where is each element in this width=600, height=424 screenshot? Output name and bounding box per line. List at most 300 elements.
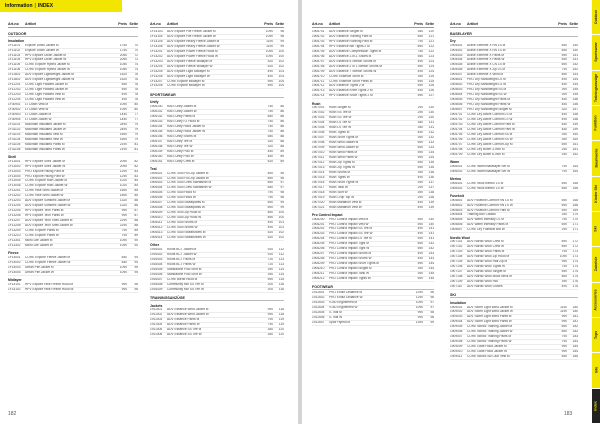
page-ref: 125 [428,79,434,83]
article-name: RAIS Unify Shorts M [167,134,197,138]
art-number: 1905405 [450,63,463,67]
price: 690 [561,223,567,227]
page-ref: 74 [134,63,138,67]
article-name: CORE Soul Hood M [167,191,196,195]
column-header-price: Preis [414,22,423,26]
price: 990 [417,311,423,315]
price: 390 [417,74,423,78]
page-number-left: 182 [8,411,17,417]
art-number: 1F13302 [8,243,21,247]
page-ref: 180 [572,310,578,314]
subsection-title: Teal [150,166,157,171]
chapter-tab[interactable] [592,106,600,141]
subsection-title: Midlayer [8,278,22,283]
art-number: 1907020 [312,200,325,204]
page-ref: 131 [428,126,434,130]
price: 890 [267,171,273,175]
art-number: 1909003 [450,315,463,319]
chapter-tab[interactable] [592,353,600,388]
article-name: Rush LS Tee M [329,121,351,125]
price: 690 [417,141,423,145]
page-ref: 140 [428,222,434,226]
price: 2490 [119,127,127,131]
index-row [450,355,578,360]
art-number: 1905704 [450,127,463,131]
page-ref: 116 [278,282,284,286]
art-number: 1906713 [312,89,325,93]
price: 890 [267,176,273,180]
page-ref: 80 [134,107,138,111]
page-ref: 77 [134,117,138,121]
price: 590 [417,165,423,169]
art-number: 1909010 [450,350,463,354]
art-number: 1906146 [150,134,163,138]
article-name: CORE Soul Zip Hood W [167,216,202,220]
page-ref: 164 [572,169,578,173]
article-name: CORE Soul Crew Sweatshirt M [167,181,212,185]
article-name: Explore Down Jacket M [25,43,59,47]
article-name: CORE Explore Fleece Jacket M [25,255,70,259]
art-number: 1F31104 [8,137,21,141]
article-name: Rush Singlet M [329,106,351,110]
chapter-tab[interactable] [592,283,600,318]
price: 590 [561,208,567,212]
chapter-tab[interactable] [592,71,600,106]
price: 490 [561,78,567,82]
art-number: 1905807 [450,228,463,232]
art-number: 1F11801 [8,73,21,77]
page-ref: 184 [572,345,578,349]
art-number: 1F13003 [8,169,21,173]
page-ref: 103 [278,74,284,78]
art-number: 1916407 [150,277,163,281]
section-title: FOOTWEAR [312,285,434,290]
index-row [8,148,138,153]
art-number: 1907009 [312,146,325,150]
article-name: CORE Soul Sweatpants W [167,206,205,210]
price: 590 [417,217,423,221]
art-number: 1905605 [450,98,463,102]
art-number: 1907017 [312,185,325,189]
art-number: 1F13006 [8,184,21,188]
price: 790 [121,229,127,232]
art-number: 1F13203 [8,199,21,203]
page-ref: 144 [428,262,434,266]
price: 1050 [119,68,127,72]
page-ref: 138 [428,195,434,199]
article-name: PRO Control Impact Tank W [329,272,369,276]
page-ref: 86 [134,199,138,203]
article-name: V150 Engineered W [329,306,358,310]
art-number: 1F13208 [8,224,21,228]
chapter-tab[interactable] [592,212,600,247]
page-ref: 114 [278,267,284,271]
price: 490 [417,227,423,231]
price: 1090 [265,30,273,33]
art-number: 1907005 [312,126,325,130]
price: 1090 [119,270,127,274]
price: 390 [561,88,567,92]
article-name: Rush Wind Pants W [329,155,358,159]
chapter-tab[interactable] [592,318,600,353]
art-number: 1916405 [150,267,163,271]
art-number: 1906142 [150,114,163,118]
art-number: 1909011 [450,355,463,359]
art-number: 1906148 [150,144,163,148]
art-number: 1F14105 [150,39,163,43]
page-ref: 100 [278,211,284,215]
article-name: LT Down Jacket M [25,112,52,116]
page-ref: 141 [428,227,434,231]
art-number: 1911004 [150,323,163,327]
price: 2290 [119,224,127,228]
art-number: 1906207 [312,252,325,256]
price: 490 [561,284,567,288]
page-ref: 96 [134,287,138,291]
page-ref: 120 [278,327,284,331]
art-number: 1F12204 [8,98,21,102]
page-ref: 118 [278,308,284,312]
art-number: 1907014 [312,170,325,174]
index-column-1 [8,22,138,293]
art-number: 1906705 [312,49,325,53]
article-name: CORE Hike Shell Jacket W [25,194,64,198]
price: 200 [267,282,273,286]
page-ref: 122 [428,49,434,53]
article-name: CORE Soul Full Zip Jacket W [167,176,209,180]
page-ref: 157 [572,107,578,111]
price: 290 [417,185,423,189]
header-separator: | [34,3,36,9]
price: 790 [417,39,423,43]
art-number: 1906145 [150,129,163,133]
price: 890 [561,240,567,244]
art-number: 1F11105 [8,63,21,67]
article-name: ADV Explore Softshell Jacket M [25,199,70,203]
page-ref: 101 [278,226,284,230]
art-number: 1907108 [450,275,463,279]
page-ref: 89 [280,149,284,153]
art-number: 1906204 [312,237,325,241]
price: 490 [561,117,567,121]
price: 1090 [559,255,567,259]
art-number: 1906209 [312,262,325,266]
article-name: CORE Glide Hood Jacket W [467,350,508,354]
art-number: 1909002 [450,310,463,314]
section-title: TRAININGSANZÜGE [150,296,284,301]
page-ref: 154 [572,78,578,82]
price: 650 [267,186,273,190]
page-ref: 76 [134,78,138,82]
article-name: CORE Glide Hood Jacket M [467,345,507,349]
price: 690 [561,203,567,207]
price: 1690 [119,137,127,141]
art-number: 1907016 [312,180,325,184]
price: 1090 [415,306,423,310]
art-number: 1906002 [450,169,463,173]
art-number: 1906205 [312,242,325,246]
page-ref: 99 [280,44,284,48]
price: 1440 [119,112,127,116]
article-name: PRO Dry Nanoweight LS M [467,78,506,82]
price: 690 [561,198,567,202]
article-name: RAIS Unify FZ Hood M [167,119,200,123]
price: 890 [561,275,567,279]
chapter-tab-label: Zubehör [594,257,598,272]
article-name: CORE Nordic Ski Club Vest M [467,355,510,359]
art-number: 1905603 [450,88,463,92]
page-ref: 96 [280,176,284,180]
page-ref: 112 [278,252,284,256]
page-ref: 104 [278,84,284,88]
article-name: ADV Essence 7 Stretch Shorts W [329,69,377,73]
page-ref: 123 [428,54,434,58]
article-name: CORE Soul Full Zip Jacket M [167,171,209,175]
article-name: ADV Explore Pile Fleece Jacket M [167,30,216,33]
article-name: Mountain Insulated Vest M [25,132,63,136]
price: 490 [417,257,423,261]
page-ref: 78 [134,83,138,87]
article-name: CORE Explore Midlayer M [167,79,205,83]
price: 520 [267,59,273,63]
price: 390 [267,267,273,271]
subsection-title: Pro Control Impact [312,212,343,217]
price: 690 [121,88,127,92]
art-number: 1906408 [150,206,163,210]
price: 890 [561,245,567,249]
column-header-article: Artikel [467,22,479,26]
art-number: 1909007 [450,335,463,339]
price: 490 [121,93,127,97]
art-number: 1F13004 [8,174,21,178]
article-name: Mountain Insulated Jacket M [25,122,66,126]
price: 450 [561,103,567,107]
price: 750 [417,49,423,53]
art-number: 1F11102 [8,48,21,52]
article-name: RAIS Unify Jacket W [167,109,197,113]
page-ref: 103 [278,69,284,73]
page-header [0,0,122,12]
page-ref: 78 [134,98,138,102]
art-number: 1F12201 [8,83,21,87]
art-number: 1909001 [450,305,463,309]
page-ref: 96 [134,282,138,286]
page-ref: 142 [428,247,434,251]
section-title: SKI [450,293,578,298]
page-ref: 160 [572,137,578,141]
page-ref: 137 [428,185,434,189]
page-ref: 173 [572,250,578,254]
page-ref: 166 [572,181,578,185]
price: 390 [267,272,273,276]
art-number: 1911003 [150,318,163,322]
article-name: PRO Dry Nanoweight SS M [467,88,507,92]
column-header [312,22,434,28]
price: 390 [417,190,423,194]
price: 1190 [560,305,567,309]
article-name: PRO Dry Nanoweight LS W [467,83,507,87]
art-number: 1F13002 [8,164,21,168]
price: 790 [561,218,567,222]
art-number: 1906707 [312,59,325,63]
price: 1020 [119,184,127,188]
art-number: 1907013 [312,165,325,169]
price: 590 [561,270,567,274]
chapter-tab[interactable] [592,0,600,35]
art-number: 1F12202 [8,88,21,92]
page-ref: 139 [428,200,434,204]
column-header-page: Seite [425,22,434,26]
page-ref: 102 [278,231,284,234]
article-name: Active Extreme X CN LS M [467,63,506,67]
page-ref: 121 [428,34,434,38]
art-number: 1F14003 [8,265,21,269]
article-name: Rush Shorts M [329,170,351,174]
article-name: CORE Explore Pants M [25,229,59,232]
page-ref: 100 [278,49,284,53]
article-name: Active Extreme X Wind M [467,73,504,77]
art-number: 1906410 [150,216,163,220]
article-name: RAIS Unify Tee M [167,139,193,143]
art-number: 1909006 [450,330,463,334]
article-name: ADV Nordic Wool Tights W [467,265,506,269]
art-number: 1F14202 [150,54,163,58]
article-name: CORE Soul Hood W [167,196,196,200]
art-number: 1F14004 [8,270,21,274]
chapter-tab[interactable] [592,35,600,70]
art-number: 1912603 [312,301,325,305]
price: 790 [561,68,567,72]
index-row [450,285,578,290]
article-name: Micro Lite Jacket M [25,238,53,242]
article-name: PRO Dry Nanoweight SS W [467,93,507,97]
art-number: 1906147 [150,139,163,143]
price: 590 [417,160,423,164]
page-ref: 172 [572,240,578,244]
chapter-tab[interactable] [592,177,600,212]
left-page [0,0,298,424]
article-name: ADV Nordic Wool Crew M [467,240,504,244]
chapter-tab[interactable] [592,389,600,424]
page-ref: 180 [572,305,578,309]
page-ref: 136 [428,175,434,179]
page-ref: 99 [280,39,284,43]
page-ref: 150 [572,48,578,52]
article-name: ADV Fuseknit Comfort RN LS M [467,198,513,202]
page-ref: 161 [572,147,578,151]
article-name: PRO Control Impact Vest W [329,222,369,226]
article-name: CORE Hike Shell Jacket M [25,189,64,193]
art-number: 1905404 [450,58,463,62]
art-number: 1F14206 [150,74,163,78]
price: 990 [561,260,567,264]
art-number: 1906414 [150,235,163,239]
page-ref: 139 [428,205,434,209]
article-name: PRO Control Impact Tights W [329,276,371,280]
article-name: PRO Control Impact Short Tights M [329,262,379,266]
page-ref: 86 [280,119,284,123]
column-header-page: Seite [129,22,138,26]
art-number: 1912606 [312,316,325,320]
page-ref: 102 [278,59,284,63]
art-number: 1905401 [450,43,463,47]
price: 1690 [119,189,127,193]
price: 2090 [119,164,127,168]
art-number: 1F14207 [150,79,163,83]
article-name: PRO Endur Distance M [329,291,363,295]
art-number: 1906406 [150,196,163,200]
art-number: 1906704 [312,44,325,48]
article-name: Active Extreme X RN LS M [467,43,506,47]
price: 590 [267,277,273,281]
article-name: ADV Explore Heavy Fleece Jacket W [167,44,220,48]
price: 1190 [560,310,567,314]
art-number: 1912607 [312,321,325,325]
price: 1690 [119,132,127,136]
price: 590 [561,142,567,146]
price: 200 [267,287,273,291]
article-name: Roots BCT Jacket M [167,248,197,251]
article-name: ADV Nordic Wool Crew W [467,245,504,249]
article-name: CORE Dry Fuseknit Bra W [467,228,505,232]
art-number: 1F14104 [150,34,163,38]
article-name: RAIS Unify Polo W [167,154,194,158]
art-number: 1F13206 [8,214,21,218]
price: 1750 [119,43,127,47]
chapter-tab-label: Info [594,367,598,374]
column-header-price: Preis [264,22,273,26]
article-name: ADV Fuseknit Comfort Pant M [467,208,510,212]
column-header-price: Preis [118,22,127,26]
article-name: ADV Explore Heavy Fleece Jacket M [167,39,220,43]
article-name: CORE Light Padded Vest M [25,93,65,97]
article-name: Rush LS Tee W [329,126,352,130]
page-ref: 86 [134,204,138,208]
price: 590 [417,79,423,83]
price: 890 [417,44,423,48]
article-name: CORE Soul Sweatshorts W [167,235,206,239]
art-number: 1905705 [450,132,463,136]
page-ref: 94 [134,255,138,259]
page-ref: 94 [134,260,138,264]
art-number: 1906151 [150,159,163,163]
price: 590 [417,84,423,88]
page-ref: 99 [280,206,284,210]
article-name: ADV Nordic Wool Singlet M [467,270,506,274]
art-number: 1906708 [312,64,325,68]
price: 690 [121,83,127,87]
page-ref: 82 [134,159,138,163]
page-ref: 96 [430,296,434,300]
subsection-title: Insulation [450,300,467,305]
chapter-tab[interactable] [592,141,600,176]
art-number: 1906411 [150,221,163,225]
index-row [450,228,578,233]
art-number: 1905702 [450,117,463,121]
art-number: 1906711 [312,79,325,83]
article-name: Roots BCT Pants M [167,257,196,261]
column-header-art: Art-no [312,22,323,26]
page-ref: 79 [134,132,138,136]
article-name: CORE Explore Pants W [25,233,59,237]
page-ref: 112 [278,248,284,251]
price: 1750 [119,48,127,52]
price: 490 [561,83,567,87]
article-name: RAIS Unify Hood Jacket W [167,129,206,133]
chapter-tab[interactable] [592,247,600,282]
price: 990 [267,308,273,312]
art-number: 1F31106 [8,147,21,151]
